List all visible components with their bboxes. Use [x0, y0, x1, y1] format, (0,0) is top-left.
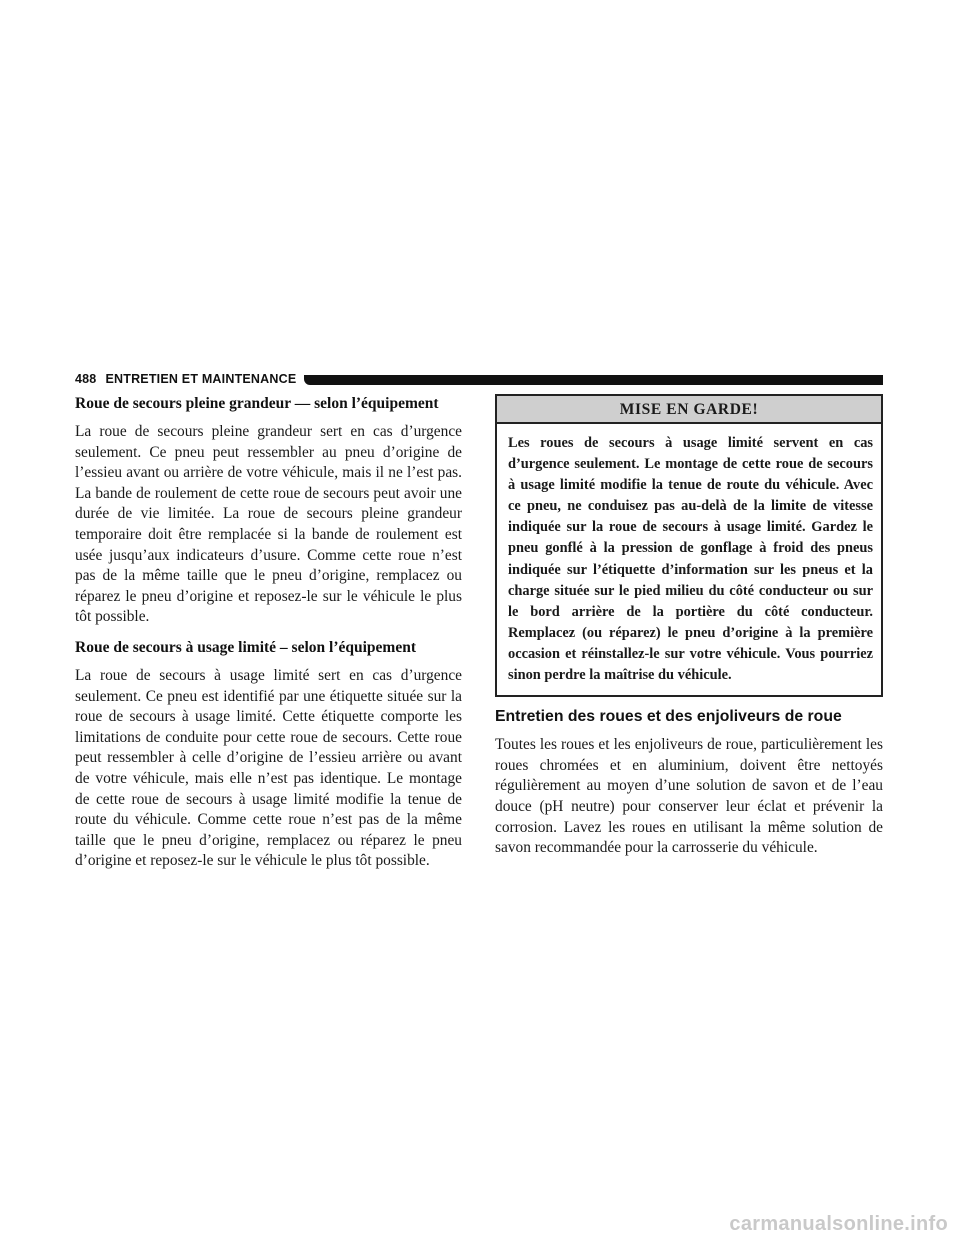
- warning-box: [495, 394, 883, 697]
- heading-wheel-care: Entretien des roues et des enjoliveurs de roue: [495, 708, 842, 726]
- page-header: [75, 371, 883, 386]
- heading-full-size-spare: Roue de secours pleine grandeur — selon l’équipement: [75, 395, 439, 412]
- watermark: carmanualsonline.info: [729, 1213, 948, 1235]
- heading-limited-use-spare: Roue de secours à usage limité – selon l’équipement: [75, 638, 416, 656]
- page-number: 488: [75, 371, 97, 386]
- header-rule: [304, 375, 883, 385]
- left-column: [75, 394, 462, 882]
- paragraph-limited-use-spare: La roue de secours à usage limité sert en cas d’urgence seulement. Ce pneu est identifié par une étiquette située sur la roue de secours à usage limité. Cette étiquette comporte les limitations de conduite pour cette roue de secours. Cette roue peut ressembler à celle d’origine de l’essieu arrière ou avant de votre véhicule, mais elle n’est pas identique. Le montage de cette roue de secours à usage limité modifie la tenue de route du véhicule. Comme cette roue n’est pas de la même taille que le pneu d’origine, remplacez ou réparez le pneu d’origine et reposez-le sur le véhicule le plus tôt possible.: [75, 666, 462, 870]
- paragraph-full-size-spare: La roue de secours pleine grandeur sert en cas d’urgence seulement. Ce pneu peut ressembler au pneu d’origine de l’essieu avant ou arrière de votre véhicule, mais il ne l’est pas. La bande de roulement de cette roue de secours peut avoir une durée de vie limitée. La roue de secours pleine grandeur temporaire doit être remplacée si la bande de roulement est usée jusqu’aux indicateurs d’usure. Comme cette roue n’est pas de la même taille que le pneu d’origine, remplacez ou réparez le pneu d’origine et reposez-le sur le véhicule le plus tôt possible.: [75, 423, 462, 626]
- right-column: [495, 394, 883, 869]
- warning-title: MISE EN GARDE!: [497, 396, 881, 424]
- section-title: ENTRETIEN ET MAINTENANCE: [105, 371, 297, 386]
- paragraph-wheel-care: Toutes les roues et les enjoliveurs de roue, particulièrement les roues chromées et en aluminium, doivent être nettoyés régulièrement au moyen d’une solution de savon et de l’eau douce (pH neutre) pour conserver leur éclat et prévenir la corrosion. Lavez les roues en utilisant la même solution de savon recommandée pour la carrosserie du véhicule.: [495, 736, 883, 857]
- warning-text: Les roues de secours à usage limité servent en cas d’urgence seulement. Le montage de cette roue de secours à usage limité modifie la tenue de route du véhicule. Avec ce pneu, ne conduisez pas au-delà de la limite de vitesse indiquée sur la roue de secours à usage limité. Gardez le pneu gonflé à la pression de gonflage à froid des pneus indiquée sur l’étiquette d’information sur les pneus et la charge située sur le pied milieu du côté conducteur ou sur le bord arrière de la portière du côté conducteur. Remplacez (ou réparez) le pneu d’origine à la première occasion et réinstallez-le sur votre véhicule. Vous pourriez sinon perdre la maîtrise du véhicule.: [508, 435, 873, 684]
